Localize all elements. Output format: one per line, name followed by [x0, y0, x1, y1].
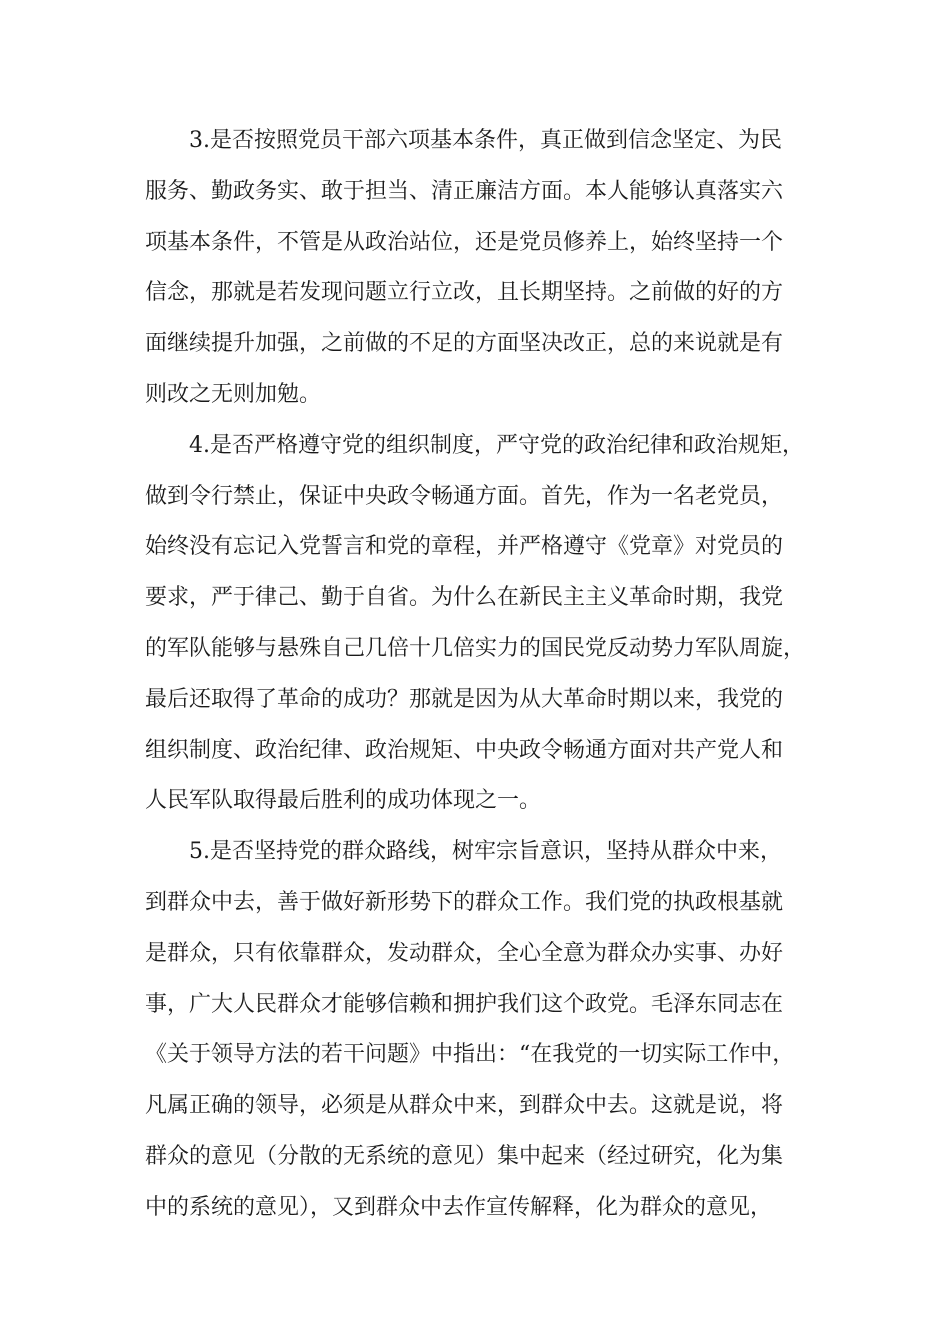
- paragraph-item-4: [145, 421, 810, 827]
- text-line: 中的系统的意见），又到群众中去作宣传解释，化为群众的意见，: [145, 1194, 773, 1220]
- text-line: 的军队能够与悬殊自己几倍十几倍实力的国民党反动势力军队周旋，: [145, 635, 806, 661]
- document-body: [145, 116, 810, 1234]
- text-line: 群众的意见（分散的无系统的意见）集中起来（经过研究，化为集: [145, 1143, 784, 1169]
- text-line: 5.是否坚持党的群众路线，树牢宗旨意识，坚持从群众中来，: [189, 839, 782, 865]
- text-line: 3.是否按照党员干部六项基本条件，真正做到信念坚定、为民: [189, 128, 782, 153]
- text-line: 最后还取得了革命的成功？那就是因为从大革命时期以来，我党的: [145, 686, 784, 712]
- text-line: 始终没有忘记入党誓言和党的章程，并严格遵守《党章》对党员的: [145, 534, 784, 560]
- text-line: 则改之无则加勉。: [145, 381, 322, 407]
- text-line: 凡属正确的领导，必须是从群众中来，到群众中去。这就是说，将: [145, 1093, 784, 1119]
- text-line: 做到令行禁止，保证中央政令畅通方面。首先，作为一名老党员，: [145, 483, 784, 509]
- text-line: 人民军队取得最后胜利的成功体现之一。: [145, 788, 542, 814]
- text-line: 项基本条件，不管是从政治站位，还是党员修养上，始终坚持一个: [145, 229, 784, 255]
- text-line: 到群众中去，善于做好新形势下的群众工作。我们党的执政根基就: [145, 889, 784, 915]
- text-line: 面继续提升加强，之前做的不足的方面坚决改正，总的来说就是有: [145, 331, 784, 357]
- text-line: 服务、勤政务实、敢于担当、清正廉洁方面。本人能够认真落实六: [145, 178, 784, 204]
- text-line: 《关于领导方法的若干问题》中指出：“在我党的一切实际工作中，: [145, 1042, 795, 1068]
- text-line: 信念，那就是若发现问题立行立改，且长期坚持。之前做的好的方: [145, 280, 784, 306]
- paragraph-item-5: [145, 827, 810, 1233]
- text-line: 4.是否严格遵守党的组织制度，严守党的政治纪律和政治规矩，: [189, 432, 804, 458]
- text-line: 事，广大人民群众才能够信赖和拥护我们这个政党。毛泽东同志在: [145, 991, 784, 1017]
- text-line: 是群众，只有依靠群众，发动群众，全心全意为群众办实事、办好: [145, 940, 784, 966]
- paragraph-item-3: [145, 116, 810, 421]
- text-line: 组织制度、政治纪律、政治规矩、中央政令畅通方面对共产党人和: [145, 737, 784, 763]
- text-line: 要求，严于律己、勤于自省。为什么在新民主主义革命时期，我党: [145, 585, 784, 611]
